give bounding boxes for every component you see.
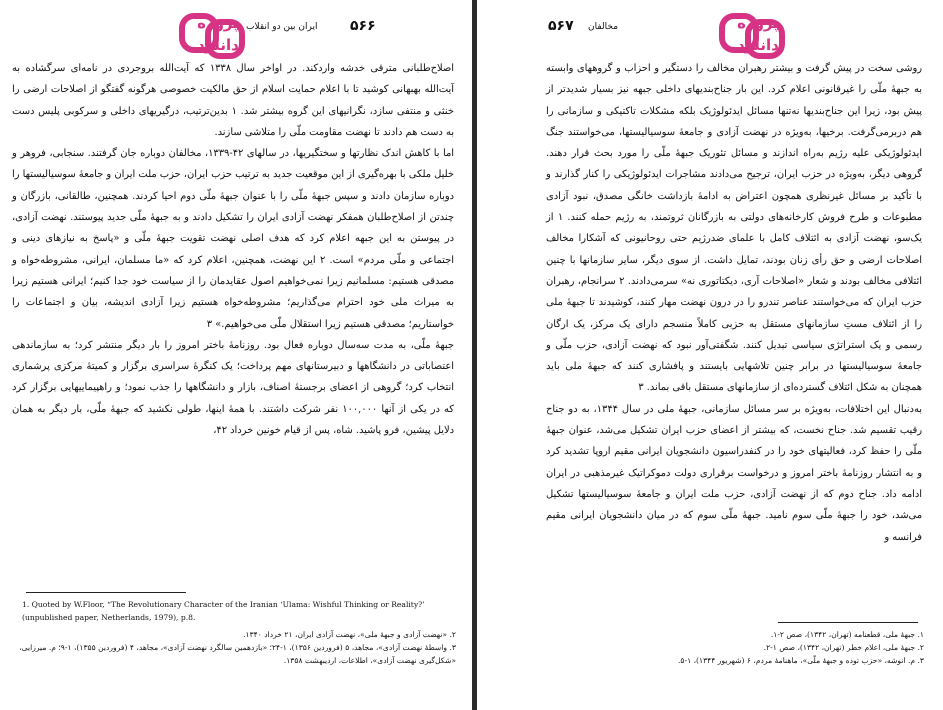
- left-page-number: ۵۶۶: [350, 18, 376, 34]
- left-running-title: ایران بین دو انقلاب: [246, 22, 318, 32]
- svg-text:پروژه: پروژه: [737, 14, 779, 32]
- right-footnotes: [546, 628, 924, 667]
- right-paragraph-1: روشی سخت در پیش گرفت و بیشتر رهبران مخالف را دستگیر و احزاب و گروههای وابسته به جبههٔ ملّی را غیرقانونی اعلام کرد. این بار جناح‌بندیهای داخلی جبهه نیز بسیار شدیدتر از پیش بود، زیرا این جناح‌بندیها نه‌تنها مسائل ایدئولوژیک بلکه مشکلات تاکتیکی و سازمانی را هم دربرمی‌گرفت. برخیها، به‌ویژه در نهضت آزادی و جامعهٔ سوسیالیستها، می‌خواستند جنگ ایدئولوژیکی علیه رژیم به‌راه اندازند و مسائل تئوریک جبههٔ ملّی را مورد بحث قرار دهند. گروهی دیگر، به‌ویژه در حزب ایران، ترجیح می‌دادند مشاجرات ایدئولوژیکی را کنار گذارند و با تأکید بر مسائل غیرنظری همچون اعتراض به ادامهٔ بازداشت خانگی مصدق، نبود آزادی مطبوعات و طرح فروش کارخانه‌های دولتی به بازرگانان ثروتمند، به رژیم حمله کنند. ۱ از یک‌سو، نهضت آزادی به ائتلاف کامل با علمای ضدرژیم حتی روحانیونی که آشکارا مخالف اصلاحات ارضی و حق رأی زنان بودند، تمایل داشت. از سوی دیگر، سایر سازمانها با چنین ائتلافی مخالف بودند و شعار «اصلاحات آری، دیکتاتوری نه» سرمی‌دادند. ۲ سرانجام، رهبران حزب ایران که می‌خواستند عناصر تندرو را در درون نهضت مهار کنند، کوشیدند تا جبههٔ ملی را از ائتلاف مست‌ِ سازمانهای مستقل به حزبی کاملاً منسجم دارای یک مرکز، یک ارگان رسمی و یک استراتژی سیاسی تبدیل کنند. شگفتی‌آور نبود که نهضت آزادی، حزب ملّی و جامعهٔ سوسیالیستها در برابر چنین تلاشهایی بایستند و پافشاری کنند که جبههٔ ملی باید همچنان به شکل ائتلاف گسترده‌ای از سازمانهای مستقل باقی بماند. ۳: [546, 63, 923, 394]
- watermark-logo-icon: [718, 6, 794, 62]
- right-footnote-1: ۱. جبههٔ ملی، قطعنامه (تهران، ۱۳۴۲)، صص ۲-۱.: [770, 630, 924, 639]
- left-footnote-1: 1. Quoted by W.Floor, “The Revolutionary Character of the Iranian ‘Ulama: Wishful Thinking or Reality?’ (unpublished paper, Netherlands, 1979), p.8.: [22, 600, 425, 622]
- left-footnote-3: ۳. واسطهٔ نهضت آزادی»، مجاهد، ۵ (فروردین ۱۳۵۶)، ۱-۲۴؛ «بازدهمین سالگرد نهضت آزادی»، مجاهد، ۴ (فروردین ۱۳۵۵)، ۱-۹؛ م. میرزایی، «شکل‌گیری نهضت آزادی»، اطلاعات، اردیبهشت ۱۳۵۸.: [19, 643, 456, 665]
- left-paragraph-3: جبههٔ ملّی، به مدت سه‌سال دوباره فعال بود. روزنامهٔ باختر امروز را بار دیگر منتشر کرد؛ به سازماندهی اعتصاباتی در دانشگاهها و دبیرستانهای مهم پرداخت؛ یک کنگرهٔ سراسری برگزار و کمیتهٔ مرکزی پرشماری انتخاب کرد؛ گروهی از اعضای برجستهٔ اصناف، بازار و دانشگاهها را جذب نمود؛ و راهپیماییهایی برگزار کرد که در یکی از آنها ۱۰۰,۰۰۰ نفر شرکت داشتند. با همهٔ اینها، طولی نکشید که جبههٔ ملّی، بار دیگر به همان دلایل پیشین، فرو پاشید. شاه، پس از قیام خونین خرداد ۴۲،: [12, 339, 454, 437]
- right-footnote-2: ۲. جبههٔ ملی، اعلام خطر (تهران، ۱۳۴۲)، صص ۱-۲.: [763, 643, 924, 652]
- left-paragraph-2: اما با کاهش اندک نظارتها و سختگیریها، در سالهای ۴۲-۱۳۳۹، مخالفان دوباره جان گرفتند. سنجابی، فروهر و خلیل ملکی با بهره‌گیری از این موقعیت جدید به ترتیب حزب ایران، حزب ملت ایران و جامعهٔ سوسیالیستها را دوباره سازمان دادند و سپس جبههٔ ملّی را با عنوان جبههٔ ملّی دوم احیا کردند. همچنین، طالقانی، بازرگان و چندتن از اصلاح‌طلبان همفکر نهضت آزادی ایران را تشکیل دادند و به جبههٔ ملّی جدید پیوستند. نهضت آزادی، در پیوستن به این جبهه اعلام کرد که هدف اصلی نهضت تقویت جبههٔ ملّی و «پاسخ به نیازهای دینی و اجتماعی و ملّی مردم» است. ۲ این نهضت، همچنین، اعلام کرد که «ما مسلمان، ایرانی، مشروطه‌خواه و مصدقی هستیم: مسلمانیم زیرا نمی‌خواهیم اصول عقایدمان را از سیاست خود جدا کنیم؛ ایرانی هستیم زیرا به میراث ملی خود احترام می‌گذاریم؛ مشروطه‌خواه هستیم زیرا آزادی اندیشه، بیان و اجتماعات را خواستاریم؛ مصدقی هستیم زیرا استقلال ملّی می‌خواهیم.» ۳: [12, 148, 454, 330]
- right-body-text: [546, 58, 922, 548]
- left-footnote-2: ۲. «نهضت آزادی و جبههٔ ملی»، نهضت آزادی ایران، ۲۱ خرداد ۱۳۴۰.: [243, 630, 456, 639]
- right-footnote-rule: [778, 622, 918, 623]
- svg-text:پروژه: پروژه: [197, 14, 239, 32]
- left-footnote-rule: [26, 592, 186, 593]
- right-footnote-3: ۳. م. انوشه، «حزب توده و جبههٔ ملّی»، ماهنامهٔ مردم، ۶ (شهریور ۱۳۴۴)، ۱-۵.: [677, 656, 924, 665]
- watermark-logo-icon: [178, 6, 254, 62]
- left-body-text: [12, 58, 454, 441]
- svg-text:دانلود: دانلود: [197, 36, 239, 54]
- right-page: [478, 0, 943, 710]
- svg-text:دانلود: دانلود: [737, 36, 779, 54]
- left-footnotes-persian: [12, 628, 456, 667]
- right-page-number: ۵۶۷: [548, 18, 574, 34]
- left-page: [0, 0, 470, 710]
- left-paragraph-1: اصلاح‌طلبانی مترقی خدشه واردکند. در اواخر سال ۱۳۳۸ که آیت‌الله بروجردی در نامه‌ای سرگشاده به آیت‌الله بهبهانی کوشید تا با اعلام حمایت اسلام از حق مالکیت خصوصی هرگونه گفتگو از اصلاحات ارضی را خنثی و منتفی سازد، نگرانیهای این گروه بیشتر شد. ۱ بدین‌ترتیب، درگیریهای داخلی و سرکوبی پلیس دست به دست هم دادند تا نهضت مقاومت ملّی را متلاشی سازند.: [12, 63, 454, 138]
- page-gutter-divider: [472, 0, 477, 710]
- right-paragraph-2: به‌دنبال این اختلافات، به‌ویژه بر سر مسائل سازمانی، جبههٔ ملی در سال ۱۳۴۴، به دو جناح رقیب تقسیم شد. جناح نخست، که بیشتر از اعضای حزب ایران تشکیل می‌شد، عنوان جبههٔ ملّی را حفظ کرد، فعالیتهای خود را در کنفدراسیون دانشجویان ایرانی مقیم اروپا تشدید کرد و به انتشار روزنامهٔ باختر امروز و درخواست برقراری دولت دموکراتیک غیرمذهبی در ایران ادامه داد. جناح دوم که از نهضت آزادی، حزب ملت ایران و جامعهٔ سوسیالیستها تشکیل می‌شد، خود را جبههٔ ملّی سوم نامید. جبههٔ ملّی سوم که در میان دانشجویان ایرانی مقیم فرانسه و: [546, 403, 922, 543]
- right-running-title: مخالفان: [588, 22, 619, 32]
